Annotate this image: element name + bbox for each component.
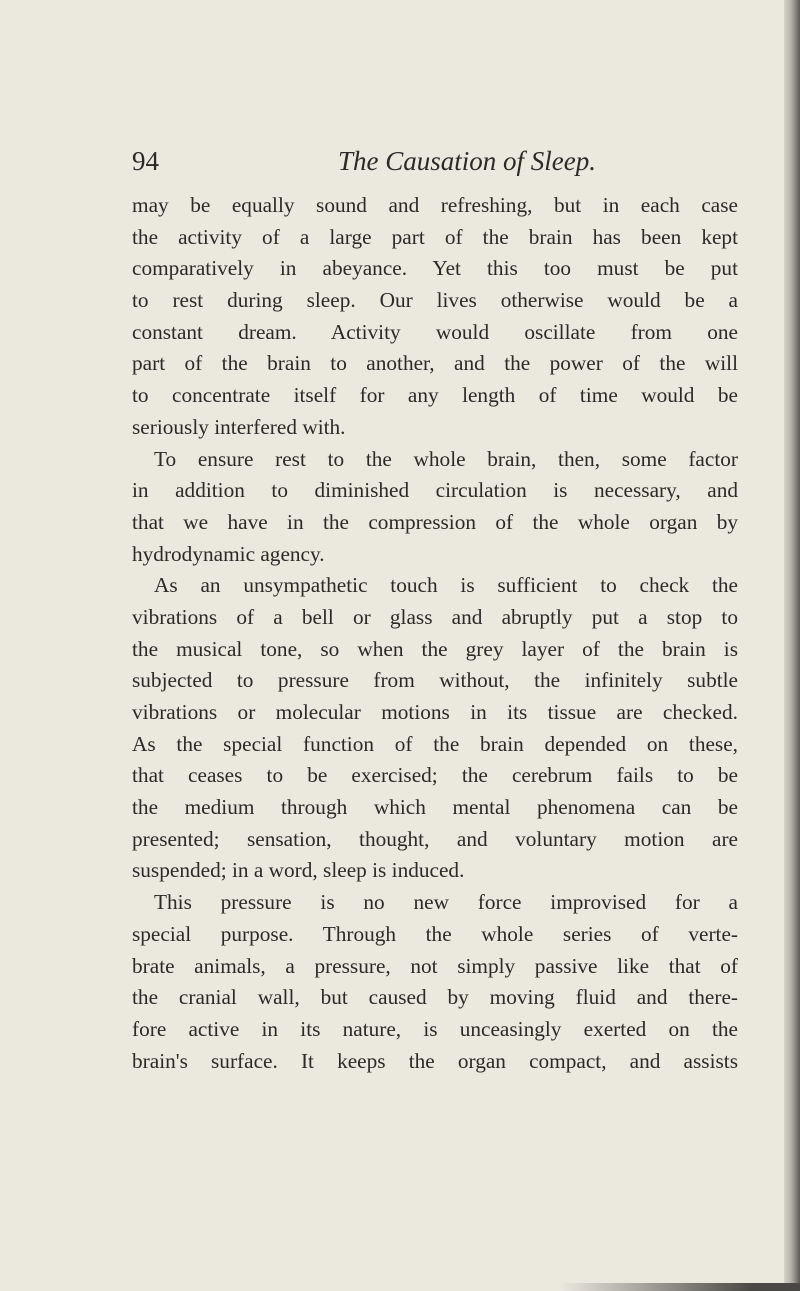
text-line: in addition to diminished circulation is necessary, and [132, 478, 738, 503]
text-line: the medium through which mental phenomena can be [132, 795, 738, 820]
text-line: vibrations of a bell or glass and abruptly put a stop to [132, 604, 738, 629]
text-line: to concentrate itself for any length of time would be [132, 383, 738, 408]
text-line: seriously interfered with. [132, 414, 346, 439]
text-line: As the special function of the brain depended on these, [132, 731, 738, 756]
body-text [132, 190, 738, 1077]
page-edge-shadow [784, 0, 800, 1291]
running-title: The Causation of Sleep. [338, 146, 596, 176]
text-line: This pressure is no new force improvised for a [154, 890, 738, 915]
text-line: brate animals, a pressure, not simply passive like that of [132, 953, 738, 978]
text-line: brain's surface. It keeps the organ compact, and assists [132, 1048, 738, 1073]
text-line: hydrodynamic agency. [132, 541, 325, 566]
text-line: subjected to pressure from without, the infinitely subtle [132, 668, 738, 693]
text-line: part of the brain to another, and the power of the will [132, 351, 738, 376]
text-line: constant dream. Activity would oscillate from one [132, 319, 738, 344]
page-number: 94 [132, 146, 159, 176]
text-line: the activity of a large part of the brain has been kept [132, 224, 738, 249]
text-line: fore active in its nature, is unceasingly exerted on the [132, 1016, 738, 1041]
text-line: comparatively in abeyance. Yet this too must be put [132, 256, 738, 281]
text-line: that we have in the compression of the whole organ by [132, 509, 738, 534]
text-line: may be equally sound and refreshing, but in each case [132, 193, 738, 217]
text-line: the musical tone, so when the grey layer of the brain is [132, 636, 738, 661]
text-line: presented; sensation, thought, and voluntary motion are [132, 826, 738, 851]
text-line: that ceases to be exercised; the cerebrum fails to be [132, 763, 738, 788]
text-line: to rest during sleep. Our lives otherwise would be a [132, 288, 738, 313]
text-line: To ensure rest to the whole brain, then, some factor [154, 446, 738, 471]
text-line: As an unsympathetic touch is sufficient to check the [154, 573, 738, 598]
page-bottom-shadow [560, 1283, 800, 1291]
text-line: suspended; in a word, sleep is induced. [132, 858, 465, 883]
text-line: special purpose. Through the whole series of verte- [132, 921, 738, 946]
text-line: vibrations or molecular motions in its tissue are checked. [132, 700, 738, 724]
running-head [132, 144, 732, 178]
text-line: the cranial wall, but caused by moving fluid and there- [132, 985, 738, 1010]
